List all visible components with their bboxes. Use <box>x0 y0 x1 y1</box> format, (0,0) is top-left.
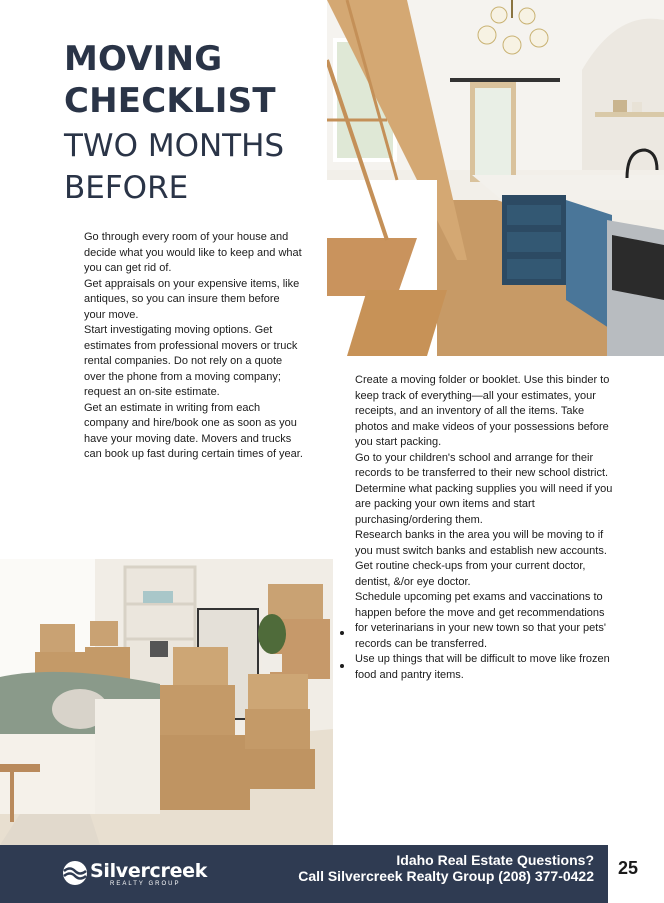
moving-boxes-photo <box>0 559 333 845</box>
subtitle-line-1: TWO MONTHS <box>64 128 285 164</box>
silvercreek-logo <box>62 854 212 894</box>
checklist-item: Create a moving folder or booklet. Use this binder to keep track of everything—all your estimates, your receipts, and an inventory of all the items. Take photos and make videos of your possessions before you start packing. <box>355 374 610 448</box>
checklist-item: Start investigating moving options. Get estimates from professional movers or truck rental companies. Do not rely on a quote over the phone from a moving company; request an on-site estimate. <box>84 324 298 398</box>
bullet-dot <box>340 631 344 635</box>
logo-subtitle: REALTY GROUP <box>110 881 181 887</box>
page-number-box <box>606 845 664 903</box>
checklist-item: Get routine check-ups from your current doctor, dentist, &/or eye doctor. <box>355 560 586 588</box>
footer-line-1: Idaho Real Estate Questions? <box>396 852 594 868</box>
checklist-item: Use up things that will be difficult to move like frozen food and pantry items. <box>355 653 610 681</box>
checklist-item: Schedule upcoming pet exams and vaccinations to happen before the move and get recommendations for veterinarians in your new town so that your pets' records can be transferred. <box>355 591 606 650</box>
footer-contact <box>298 852 594 884</box>
checklist-item: Get appraisals on your expensive items, like antiques, so you can insure them before your move. <box>84 277 300 321</box>
footer-bar <box>0 845 606 903</box>
bullet-dot <box>340 664 344 668</box>
checklist-item: Go to your children's school and arrange for their records to be transferred to their new school district. <box>355 451 609 479</box>
subtitle-line-2: BEFORE <box>64 170 189 206</box>
checklist-item: Go through every room of your house and decide what you would like to keep and what you can get rid of. <box>84 231 302 274</box>
title-block <box>64 38 314 210</box>
checklist-item: Determine what packing supplies you will need if you are packing your own items and start purchasing/ordering them. <box>355 482 613 526</box>
footer-line-2: Call Silvercreek Realty Group (208) 377-0422 <box>298 868 594 884</box>
left-checklist <box>84 230 304 463</box>
checklist-item: Get an estimate in writing from each company and hire/book one as soon as you have your moving date. Movers and trucks can book up fast during certain times of year. <box>84 401 303 460</box>
checklist-item: Research banks in the area you will be moving to if you must switch banks and establish new accounts. <box>355 529 607 557</box>
logo-name: Silvercreek <box>90 860 208 882</box>
page-number: 25 <box>618 858 639 878</box>
title-line-1: MOVING <box>64 39 223 79</box>
right-checklist <box>355 373 617 683</box>
wave-logo-icon <box>62 860 88 886</box>
kitchen-photo <box>327 0 664 356</box>
title-line-2: CHECKLIST <box>64 81 276 121</box>
